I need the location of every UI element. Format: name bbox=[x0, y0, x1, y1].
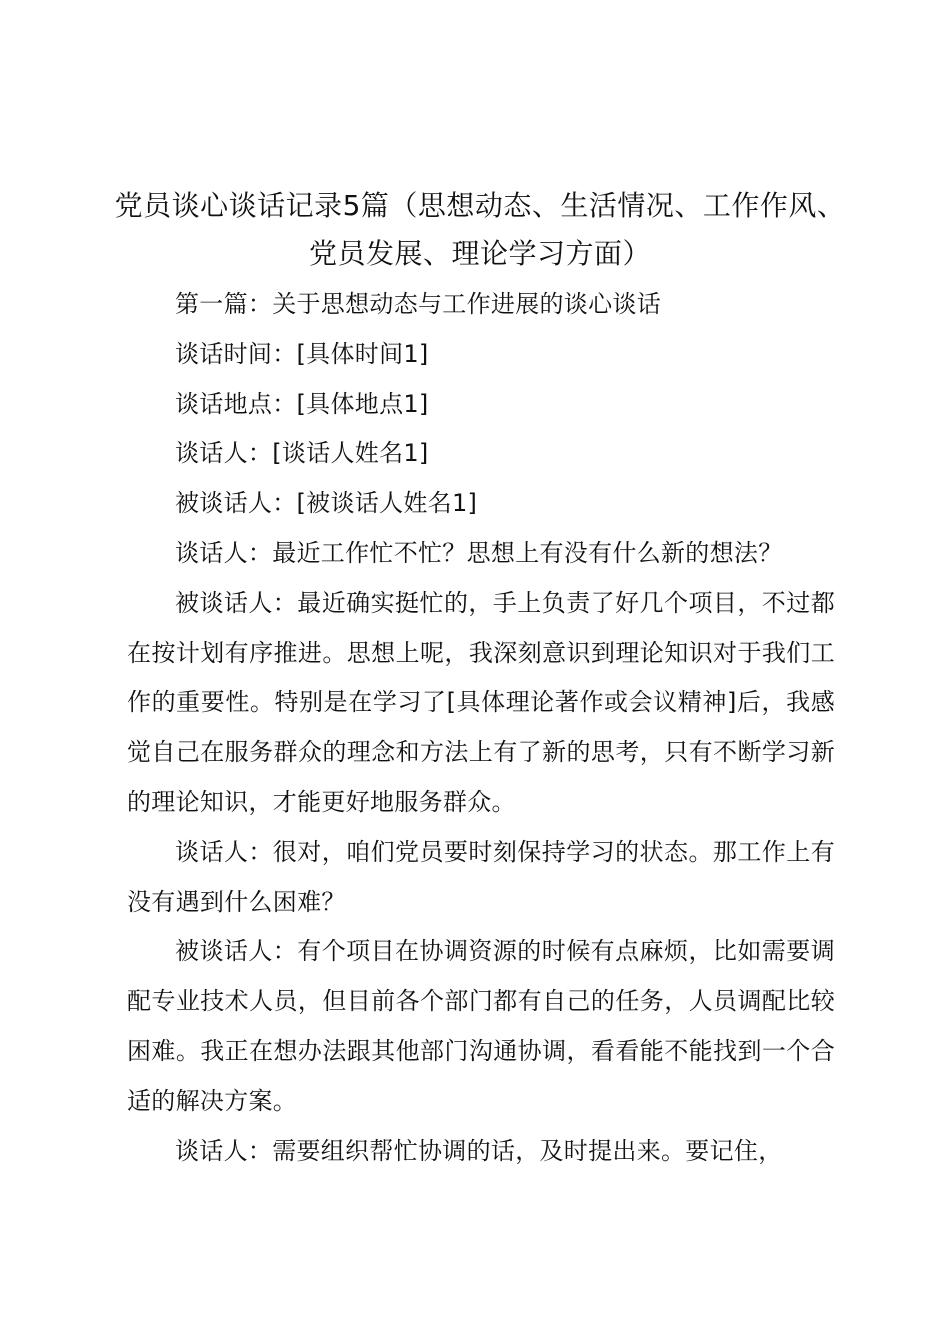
paragraph-interview-location: 谈话地点：[具体地点1] bbox=[175, 389, 429, 418]
paragraph-dialogue: 被谈话人：最近确实挺忙的，手上负责了好几个项目，不过都在按计划有序推进。思想上呢，我深刻意识到理论知识对于我们工作的重要性。特别是在学习了[具体理论著作或会议精神]后，我感觉自己在服务群众的理念和方法上有了新的思考，只有不断学习新的理论知识，才能更好地服务群众。 bbox=[127, 588, 835, 816]
paragraph-dialogue: 谈话人：最近工作忙不忙？思想上有没有什么新的想法？ bbox=[175, 538, 783, 567]
paragraph-dialogue: 谈话人：需要组织帮忙协调的话，及时提出来。要记住， bbox=[175, 1136, 783, 1165]
paragraph-section-heading: 第一篇：关于思想动态与工作进展的谈心谈话 bbox=[175, 290, 661, 318]
document-title: 党员谈心谈话记录5篇（思想动态、生活情况、工作作风、党员发展、理论学习方面） bbox=[114, 189, 846, 270]
paragraph-dialogue: 被谈话人：有个项目在协调资源的时候有点麻烦，比如需要调配专业技术人员，但目前各个部门都有自己的任务，人员调配比较困难。我正在想办法跟其他部门沟通协调，看看能不能找到一个合适的解决方案。 bbox=[127, 937, 835, 1115]
paragraph-interviewer: 谈话人：[谈话人姓名1] bbox=[175, 439, 429, 468]
paragraph-interview-time: 谈话时间：[具体时间1] bbox=[175, 339, 429, 368]
document-body bbox=[127, 280, 835, 1176]
paragraph-interviewee: 被谈话人：[被谈话人姓名1] bbox=[175, 489, 478, 518]
paragraph-dialogue: 谈话人：很对，咱们党员要时刻保持学习的状态。那工作上有没有遇到什么困难？ bbox=[127, 837, 835, 916]
